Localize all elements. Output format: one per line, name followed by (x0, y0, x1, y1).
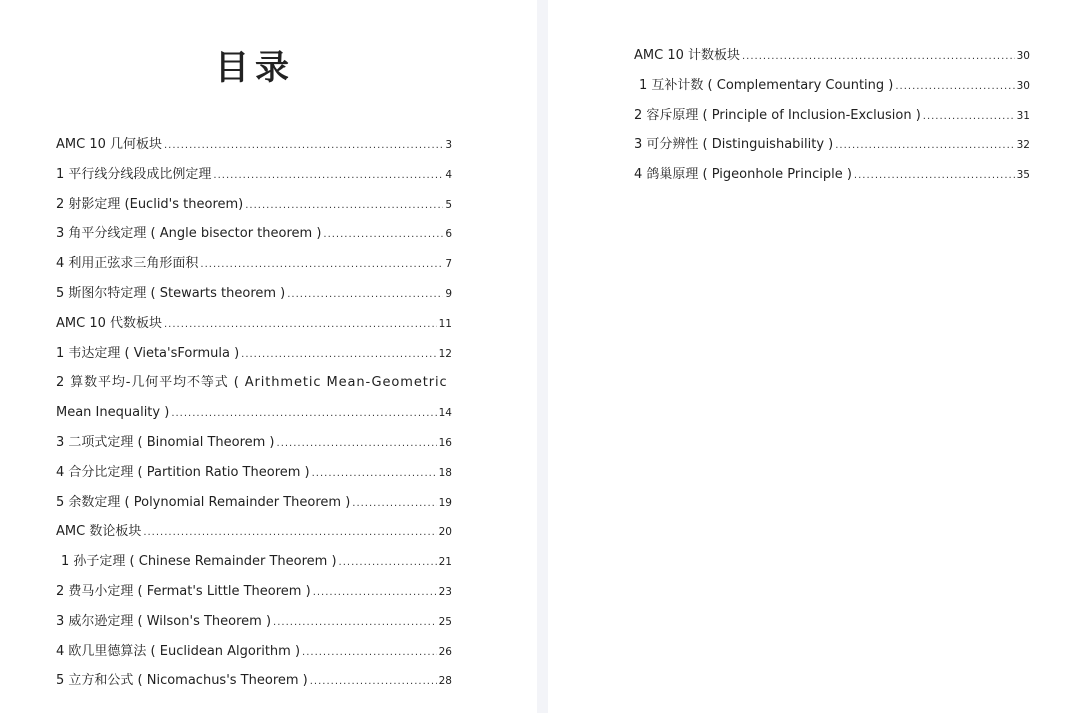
toc-entry-label: 2 容斥原理 ( Principle of Inclusion-Exclusion ) (634, 107, 921, 123)
toc-entry-label: 3 可分辨性 ( Distinguishability ) (634, 137, 834, 153)
dot-leader (310, 667, 437, 697)
toc-entry-page: 19 (438, 496, 452, 509)
toc-entry-page: 3 (445, 139, 452, 151)
toc-entry[interactable] (56, 279, 452, 309)
dot-leader (164, 310, 437, 340)
dot-leader (323, 220, 443, 250)
toc-entry-page: 7 (445, 258, 452, 271)
dot-leader (273, 608, 437, 638)
dot-leader (352, 489, 436, 519)
toc-entry-label: 5 立方和公式 ( Nicomachus's Theorem ) (56, 673, 308, 689)
dot-leader (923, 102, 1015, 132)
toc-entry-page: 30 (1016, 79, 1030, 92)
toc-entry[interactable] (634, 41, 1030, 71)
toc-entry[interactable] (56, 368, 452, 398)
toc-entry-page: 25 (438, 615, 452, 628)
dot-leader (312, 459, 437, 489)
toc-entry-page: 6 (445, 228, 452, 241)
toc-entry-page: 21 (438, 556, 452, 569)
toc-entry-label: 4 利用正弦求三角形面积 (56, 256, 199, 272)
toc-entry[interactable] (56, 607, 452, 637)
toc-entry-label: 2 费马小定理 ( Fermat's Little Theorem ) (56, 583, 311, 599)
toc-entry-page: 31 (1016, 109, 1030, 122)
toc-entry[interactable] (56, 398, 452, 428)
dot-leader (245, 191, 443, 221)
toc-entry-page: 23 (438, 585, 452, 598)
dot-leader (854, 161, 1015, 191)
toc-entry-label: 4 鸽巢原理 ( Pigeonhole Principle ) (634, 167, 852, 183)
toc-entry-label: AMC 数论板块 (56, 524, 142, 540)
toc-title: 目录 (215, 48, 295, 88)
toc-entry-label: 2 算数平均-几何平均不等式 ( Arithmetic Mean-Geometric (56, 375, 448, 391)
toc-entry-label: AMC 10 计数板块 (634, 48, 740, 63)
toc-entry[interactable] (56, 547, 452, 577)
toc-entry[interactable] (56, 666, 452, 696)
dot-leader (241, 340, 436, 370)
toc-entry-page: 18 (438, 466, 452, 479)
toc-entry-page: 5 (445, 198, 452, 211)
dot-leader (200, 250, 443, 280)
toc-entry[interactable] (56, 190, 452, 220)
toc-entry-label: 3 威尔逊定理 ( Wilson's Theorem ) (56, 613, 272, 629)
toc-entry[interactable] (56, 249, 452, 279)
toc-entry[interactable] (56, 339, 452, 369)
dot-leader (313, 578, 437, 608)
toc-entry[interactable] (56, 458, 452, 488)
right-page (548, 0, 1080, 713)
toc-entry[interactable] (634, 160, 1030, 190)
toc-entry-label: 1 韦达定理 ( Vieta'sFormula ) (56, 345, 240, 361)
toc-entry[interactable] (56, 428, 452, 458)
toc-entry-label: 3 二项式定理 ( Binomial Theorem ) (56, 434, 275, 450)
toc-entry-page: 16 (438, 436, 452, 449)
toc-entry[interactable] (56, 309, 452, 339)
toc-entry-page: 14 (438, 407, 452, 420)
left-page (0, 0, 537, 713)
toc-entry-page: 4 (445, 168, 452, 181)
toc-entry-page: 35 (1016, 169, 1030, 182)
dot-leader (164, 131, 443, 161)
toc-entry[interactable] (56, 219, 452, 249)
dot-leader (277, 429, 437, 459)
toc-entry[interactable] (634, 130, 1030, 160)
dot-leader (302, 638, 437, 668)
toc-entry-label: 4 合分比定理 ( Partition Ratio Theorem ) (56, 464, 310, 480)
dot-leader (835, 131, 1014, 161)
toc-list-right (634, 41, 1030, 190)
toc-entry-label: 4 欧几里德算法 ( Euclidean Algorithm ) (56, 643, 301, 659)
toc-entry-page: 32 (1016, 139, 1030, 152)
toc-entry-page: 30 (1016, 50, 1030, 62)
toc-entry-label: 1 互补计数 ( Complementary Counting ) (639, 77, 894, 93)
toc-entry-page: 12 (438, 347, 452, 360)
toc-entry[interactable] (56, 517, 452, 547)
toc-entry[interactable] (56, 160, 452, 190)
toc-entry[interactable] (56, 130, 452, 160)
dot-leader (213, 161, 443, 191)
dot-leader (143, 518, 436, 548)
toc-entry-label: Mean Inequality ) (56, 405, 170, 421)
toc-entry-label: 2 射影定理 (Euclid's theorem) (56, 196, 244, 212)
toc-entry-page: 28 (438, 675, 452, 688)
toc-entry-label: AMC 10 代数板块 (56, 315, 162, 331)
toc-entry-label: 3 角平分线定理 ( Angle bisector theorem ) (56, 226, 322, 242)
toc-entry-page: 26 (438, 645, 452, 658)
toc-entry-label: 1 孙子定理 ( Chinese Remainder Theorem ) (61, 554, 337, 570)
toc-entry[interactable] (56, 577, 452, 607)
toc-entry[interactable] (56, 488, 452, 518)
dot-leader (287, 280, 443, 310)
dot-leader (742, 42, 1015, 72)
toc-entry-page: 20 (438, 526, 452, 539)
toc-entry-page: 9 (445, 287, 452, 300)
toc-entry-label: 5 斯图尔特定理 ( Stewarts theorem ) (56, 285, 286, 301)
toc-entry-label: 5 余数定理 ( Polynomial Remainder Theorem ) (56, 494, 351, 510)
toc-list-left (56, 130, 452, 696)
toc-entry[interactable] (634, 71, 1030, 101)
dot-leader (339, 548, 437, 578)
toc-entry[interactable] (56, 637, 452, 667)
dot-leader (171, 399, 436, 429)
toc-entry-label: 1 平行线分线段成比例定理 (56, 166, 212, 182)
toc-entry-label: AMC 10 几何板块 (56, 137, 162, 152)
toc-entry-page: 11 (438, 317, 452, 330)
dot-leader (895, 72, 1014, 102)
toc-entry[interactable] (634, 101, 1030, 131)
